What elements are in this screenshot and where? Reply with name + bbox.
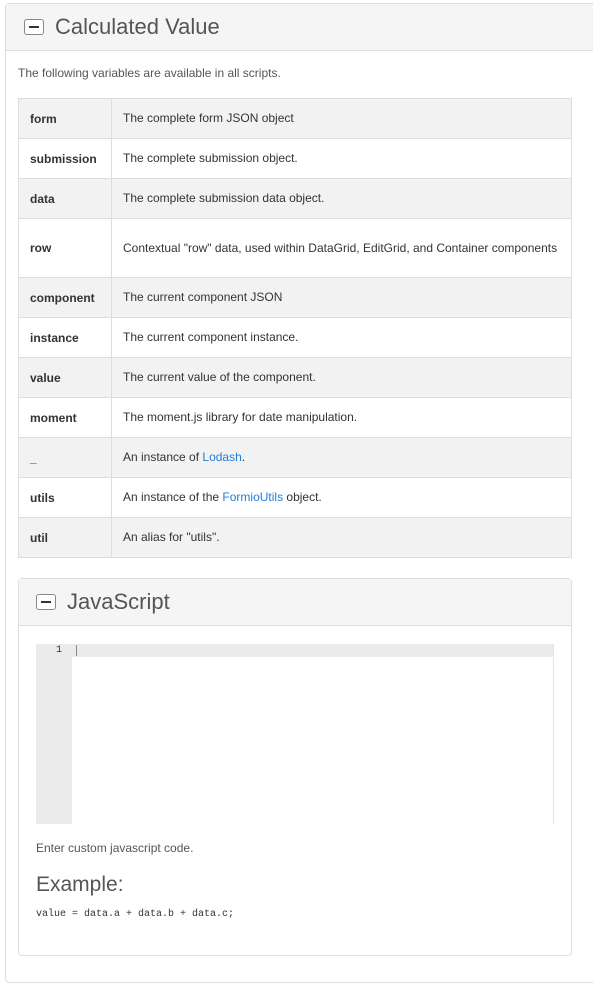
variable-description: The moment.js library for date manipulation. <box>112 398 572 438</box>
description-suffix: object. <box>283 490 322 504</box>
code-editor[interactable] <box>36 644 554 824</box>
collapse-minus-icon[interactable] <box>36 594 56 610</box>
table-row <box>19 99 572 139</box>
table-row <box>19 478 572 518</box>
variable-description: The current component instance. <box>112 318 572 358</box>
javascript-title: JavaScript <box>67 589 170 614</box>
variable-name: value <box>19 358 112 398</box>
line-number: 1 <box>55 645 62 656</box>
variable-name: moment <box>19 398 112 438</box>
variable-description: The complete form JSON object <box>112 99 572 139</box>
variables-table <box>18 98 572 558</box>
formioutils-link[interactable]: FormioUtils <box>222 490 284 504</box>
panel-title: Calculated Value <box>55 14 220 39</box>
variable-description <box>112 478 572 518</box>
description-prefix: An instance of <box>123 450 203 464</box>
variable-name: submission <box>19 139 112 179</box>
description-suffix: . <box>241 450 246 464</box>
table-row <box>19 318 572 358</box>
variables-intro: The following variables are available in all scripts. <box>18 66 281 80</box>
table-row <box>19 438 572 478</box>
table-row <box>19 219 572 278</box>
variable-description: An alias for "utils". <box>112 518 572 558</box>
javascript-header[interactable] <box>19 579 571 626</box>
table-row <box>19 139 572 179</box>
variable-description <box>112 438 572 478</box>
table-row <box>19 179 572 219</box>
editor-gutter <box>36 644 72 824</box>
variable-name: row <box>19 219 112 278</box>
active-line[interactable] <box>72 644 553 657</box>
variable-description: The complete submission object. <box>112 139 572 179</box>
description-prefix: An instance of the <box>123 490 223 504</box>
variable-description: The current component JSON <box>112 278 572 318</box>
variable-name: data <box>19 179 112 219</box>
variable-name: util <box>19 518 112 558</box>
variable-name: component <box>19 278 112 318</box>
example-heading: Example: <box>36 873 124 896</box>
lodash-link[interactable]: Lodash <box>202 450 242 464</box>
table-row <box>19 278 572 318</box>
example-code: value = data.a + data.b + data.c; <box>36 909 235 920</box>
variable-description: The current value of the component. <box>112 358 572 398</box>
variable-name: instance <box>19 318 112 358</box>
calculated-value-header[interactable] <box>6 4 593 51</box>
variable-description: Contextual "row" data, used within DataGrid, EditGrid, and Container components <box>112 219 572 278</box>
variable-name: _ <box>19 438 112 478</box>
collapse-minus-icon[interactable] <box>24 19 44 35</box>
table-row <box>19 518 572 558</box>
text-cursor <box>76 645 77 656</box>
help-text: Enter custom javascript code. <box>36 841 194 855</box>
variable-description: The complete submission data object. <box>112 179 572 219</box>
variable-name: form <box>19 99 112 139</box>
table-row <box>19 358 572 398</box>
javascript-panel <box>18 578 572 956</box>
table-row <box>19 398 572 438</box>
variable-name: utils <box>19 478 112 518</box>
